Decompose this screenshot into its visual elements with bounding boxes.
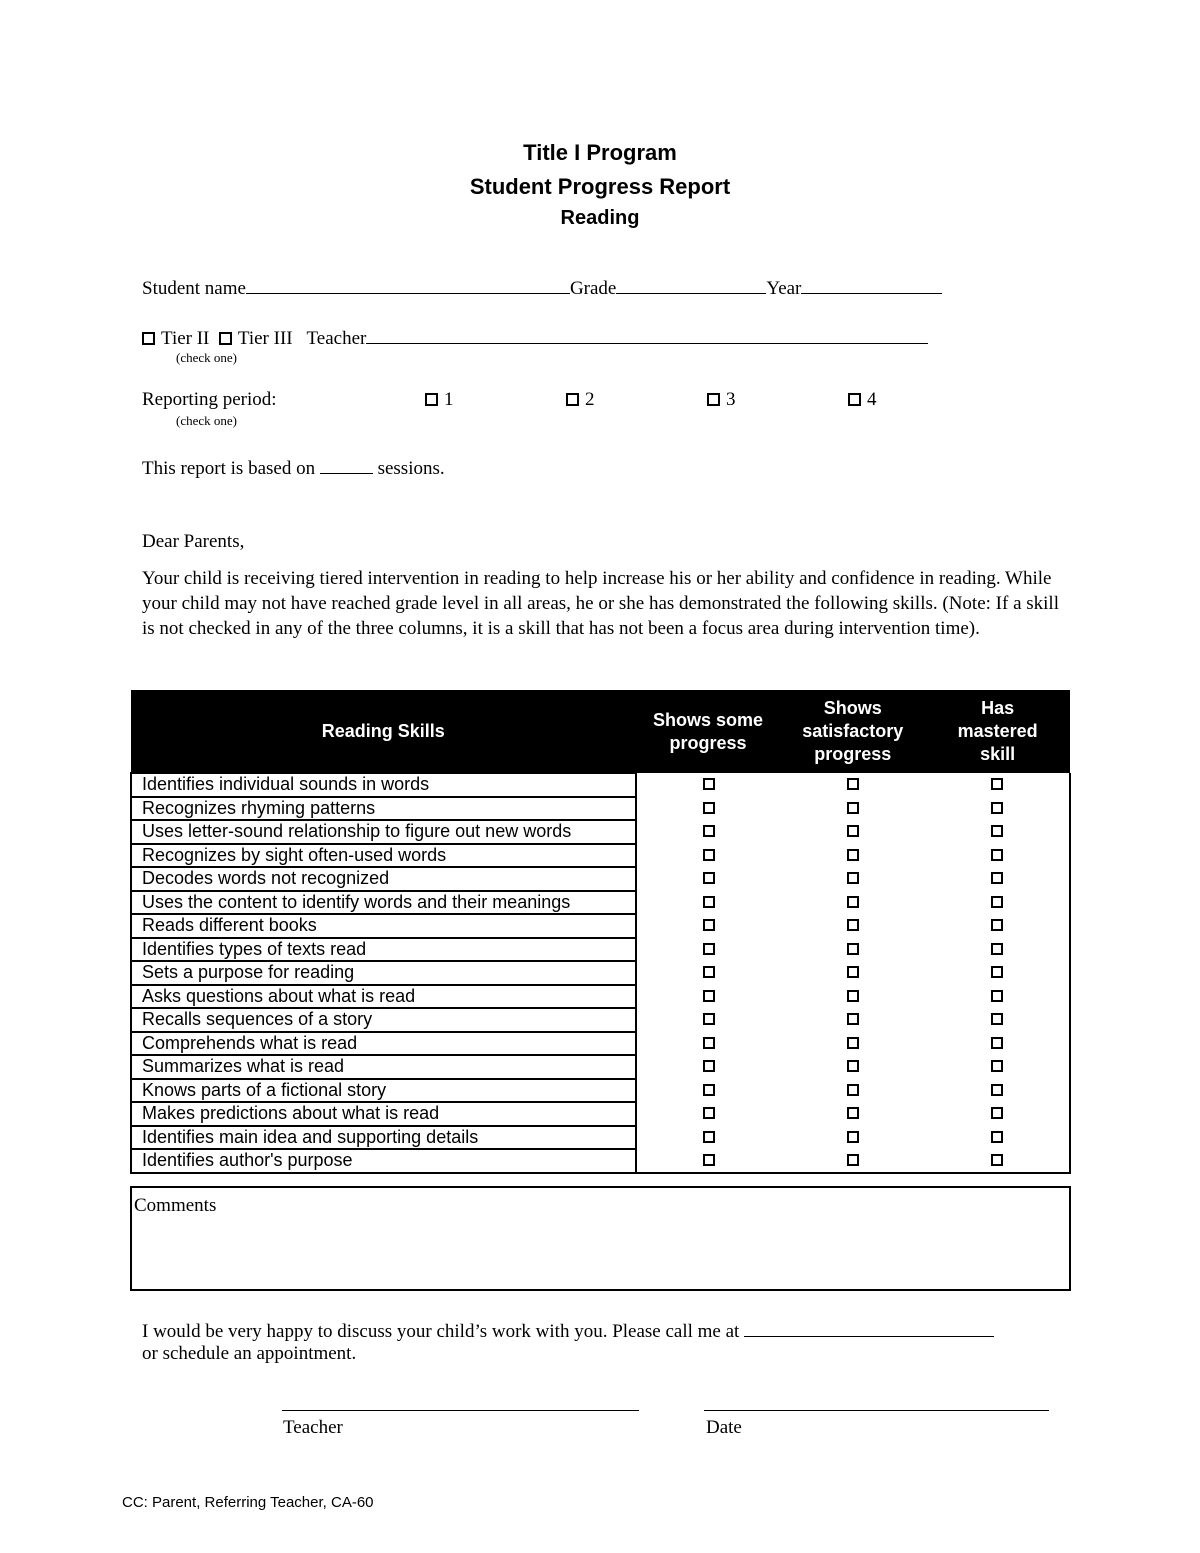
- some-progress-cell: [636, 1126, 781, 1150]
- some-progress-checkbox[interactable]: [703, 1154, 715, 1166]
- some-progress-cell: [636, 1149, 781, 1173]
- teacher-signature-line[interactable]: [282, 1410, 639, 1411]
- some-progress-cell: [636, 1055, 781, 1079]
- some-progress-cell: [636, 773, 781, 797]
- satisfactory-progress-checkbox[interactable]: [847, 1154, 859, 1166]
- teacher-signature-label: Teacher: [283, 1417, 343, 1438]
- comments-label: Comments: [134, 1195, 217, 1216]
- skill-name: Summarizes what is read: [131, 1055, 636, 1079]
- skill-name: Reads different books: [131, 914, 636, 938]
- satisfactory-progress-checkbox[interactable]: [847, 896, 859, 908]
- tier3-label: Tier III: [237, 328, 293, 349]
- table-row: [131, 1149, 1070, 1173]
- period-check-one-note: (check one): [176, 413, 237, 428]
- some-progress-checkbox[interactable]: [703, 825, 715, 837]
- teacher-label: Teacher: [306, 328, 367, 349]
- table-row: [131, 914, 1070, 938]
- mastered-cell: [925, 773, 1070, 797]
- skill-name: Uses letter-sound relationship to figure out new words: [131, 820, 636, 844]
- some-progress-checkbox[interactable]: [703, 1013, 715, 1025]
- mastered-cell: [925, 891, 1070, 915]
- table-row: [131, 797, 1070, 821]
- comments-box[interactable]: [130, 1186, 1071, 1291]
- table-row: [131, 961, 1070, 985]
- satisfactory-progress-cell: [780, 938, 925, 962]
- some-progress-cell: [636, 938, 781, 962]
- grade-label: Grade: [569, 278, 617, 299]
- skill-name: Identifies main idea and supporting details: [131, 1126, 636, 1150]
- satisfactory-progress-cell: [780, 867, 925, 891]
- satisfactory-progress-cell: [780, 844, 925, 868]
- satisfactory-progress-cell: [780, 797, 925, 821]
- tier-check-one-note: (check one): [176, 350, 237, 365]
- some-progress-checkbox[interactable]: [703, 872, 715, 884]
- mastered-checkbox[interactable]: [991, 919, 1003, 931]
- header-shows-some-progress: Shows some progress: [636, 690, 781, 773]
- table-row: [131, 867, 1070, 891]
- satisfactory-progress-cell: [780, 914, 925, 938]
- reading-skills-table: [130, 690, 1071, 1174]
- mastered-cell: [925, 844, 1070, 868]
- satisfactory-progress-cell: [780, 820, 925, 844]
- mastered-cell: [925, 1149, 1070, 1173]
- mastered-checkbox[interactable]: [991, 990, 1003, 1002]
- some-progress-checkbox[interactable]: [703, 990, 715, 1002]
- satisfactory-progress-cell: [780, 1102, 925, 1126]
- mastered-checkbox[interactable]: [991, 1154, 1003, 1166]
- some-progress-cell: [636, 1008, 781, 1032]
- skill-name: Sets a purpose for reading: [131, 961, 636, 985]
- some-progress-checkbox[interactable]: [703, 919, 715, 931]
- period-option-2[interactable]: 2: [566, 389, 595, 411]
- letter-body: Your child is receiving tiered intervention in reading to help increase his or her ability and confidence in reading. While your child may not have reached grade level in all areas, he or she has demonstrated the following skills. (Note: If a skill is not checked in any of the three columns, it is a skill that has not been a focus area during intervention time).: [142, 568, 1059, 639]
- table-row: [131, 773, 1070, 797]
- mastered-checkbox[interactable]: [991, 802, 1003, 814]
- satisfactory-progress-cell: [780, 1008, 925, 1032]
- table-header-row: [131, 690, 1070, 773]
- period-option-4[interactable]: 4: [848, 389, 877, 411]
- report-title: Student Progress Report: [469, 174, 731, 199]
- satisfactory-progress-checkbox[interactable]: [847, 1013, 859, 1025]
- mastered-checkbox[interactable]: [991, 1107, 1003, 1119]
- satisfactory-progress-checkbox[interactable]: [847, 919, 859, 931]
- table-row: [131, 1079, 1070, 1103]
- satisfactory-progress-checkbox[interactable]: [847, 778, 859, 790]
- mastered-cell: [925, 820, 1070, 844]
- header-mastered-skill: Has mastered skill: [925, 690, 1070, 773]
- mastered-cell: [925, 1032, 1070, 1056]
- mastered-cell: [925, 1126, 1070, 1150]
- subject-title: Reading: [560, 207, 640, 229]
- satisfactory-progress-checkbox[interactable]: [847, 872, 859, 884]
- satisfactory-progress-checkbox[interactable]: [847, 802, 859, 814]
- some-progress-cell: [636, 867, 781, 891]
- mastered-checkbox[interactable]: [991, 1013, 1003, 1025]
- period-4-checkbox[interactable]: [848, 393, 861, 406]
- some-progress-cell: [636, 985, 781, 1009]
- some-progress-checkbox[interactable]: [703, 966, 715, 978]
- mastered-cell: [925, 797, 1070, 821]
- some-progress-cell: [636, 961, 781, 985]
- period-option-1[interactable]: 1: [425, 389, 454, 411]
- satisfactory-progress-cell: [780, 1126, 925, 1150]
- some-progress-cell: [636, 1102, 781, 1126]
- phone-field[interactable]: [744, 1319, 994, 1337]
- sessions-suffix: sessions.: [377, 458, 445, 479]
- satisfactory-progress-checkbox[interactable]: [847, 1084, 859, 1096]
- satisfactory-progress-checkbox[interactable]: [847, 849, 859, 861]
- table-row: [131, 891, 1070, 915]
- table-row: [131, 938, 1070, 962]
- some-progress-cell: [636, 891, 781, 915]
- sessions-prefix: This report is based on: [142, 458, 316, 479]
- period-1-checkbox[interactable]: [425, 393, 438, 406]
- satisfactory-progress-cell: [780, 985, 925, 1009]
- satisfactory-progress-checkbox[interactable]: [847, 1037, 859, 1049]
- mastered-checkbox[interactable]: [991, 943, 1003, 955]
- student-name-label: Student name: [142, 278, 246, 299]
- satisfactory-progress-checkbox[interactable]: [847, 1060, 859, 1072]
- skill-name: Comprehends what is read: [131, 1032, 636, 1056]
- skill-name: Decodes words not recognized: [131, 867, 636, 891]
- table-row: [131, 1032, 1070, 1056]
- some-progress-checkbox[interactable]: [703, 849, 715, 861]
- year-field[interactable]: [801, 276, 942, 294]
- mastered-checkbox[interactable]: [991, 1060, 1003, 1072]
- skill-name: Asks questions about what is read: [131, 985, 636, 1009]
- closing-line-2: or schedule an appointment.: [142, 1343, 357, 1364]
- table-row: [131, 820, 1070, 844]
- satisfactory-progress-checkbox[interactable]: [847, 966, 859, 978]
- teacher-field[interactable]: [366, 326, 928, 344]
- table-row: [131, 1126, 1070, 1150]
- some-progress-checkbox[interactable]: [703, 802, 715, 814]
- table-row: [131, 1102, 1070, 1126]
- mastered-checkbox[interactable]: [991, 825, 1003, 837]
- header-reading-skills: Reading Skills: [131, 690, 636, 773]
- satisfactory-progress-checkbox[interactable]: [847, 943, 859, 955]
- skill-name: Identifies types of texts read: [131, 938, 636, 962]
- program-title: Title I Program: [523, 140, 677, 165]
- sessions-row: [142, 456, 445, 480]
- some-progress-cell: [636, 844, 781, 868]
- skill-name: Uses the content to identify words and their meanings: [131, 891, 636, 915]
- table-row: [131, 1055, 1070, 1079]
- header-satisfactory-progress: Shows satisfactory progress: [780, 690, 925, 773]
- skill-name: Makes predictions about what is read: [131, 1102, 636, 1126]
- skill-name: Recognizes rhyming patterns: [131, 797, 636, 821]
- table-row: [131, 985, 1070, 1009]
- mastered-checkbox[interactable]: [991, 1084, 1003, 1096]
- satisfactory-progress-cell: [780, 773, 925, 797]
- mastered-cell: [925, 1102, 1070, 1126]
- tier2-label: Tier II: [161, 328, 210, 349]
- mastered-cell: [925, 938, 1070, 962]
- mastered-checkbox[interactable]: [991, 1131, 1003, 1143]
- student-name-field[interactable]: [246, 276, 570, 294]
- some-progress-checkbox[interactable]: [703, 1084, 715, 1096]
- satisfactory-progress-checkbox[interactable]: [847, 1107, 859, 1119]
- cc-footer: CC: Parent, Referring Teacher, CA-60: [122, 1494, 374, 1511]
- some-progress-checkbox[interactable]: [703, 896, 715, 908]
- period-3-checkbox[interactable]: [707, 393, 720, 406]
- mastered-cell: [925, 961, 1070, 985]
- satisfactory-progress-cell: [780, 961, 925, 985]
- satisfactory-progress-cell: [780, 1149, 925, 1173]
- closing-line-1: I would be very happy to discuss your child’s work with you. Please call me at: [142, 1319, 994, 1343]
- table-row: [131, 844, 1070, 868]
- skill-name: Recognizes by sight often-used words: [131, 844, 636, 868]
- satisfactory-progress-cell: [780, 1079, 925, 1103]
- date-signature-line[interactable]: [704, 1410, 1049, 1411]
- mastered-checkbox[interactable]: [991, 966, 1003, 978]
- date-signature-label: Date: [706, 1417, 742, 1438]
- period-2-checkbox[interactable]: [566, 393, 579, 406]
- satisfactory-progress-cell: [780, 891, 925, 915]
- mastered-checkbox[interactable]: [991, 872, 1003, 884]
- mastered-cell: [925, 985, 1070, 1009]
- some-progress-cell: [636, 1079, 781, 1103]
- some-progress-cell: [636, 914, 781, 938]
- period-option-3[interactable]: 3: [707, 389, 736, 411]
- some-progress-checkbox[interactable]: [703, 1131, 715, 1143]
- tier-row: [142, 326, 928, 350]
- skill-name: Recalls sequences of a story: [131, 1008, 636, 1032]
- salutation: Dear Parents,: [142, 531, 245, 552]
- tier2-checkbox[interactable]: [142, 332, 155, 345]
- some-progress-checkbox[interactable]: [703, 1060, 715, 1072]
- year-label: Year: [766, 278, 802, 299]
- mastered-cell: [925, 1079, 1070, 1103]
- some-progress-cell: [636, 797, 781, 821]
- satisfactory-progress-cell: [780, 1032, 925, 1056]
- satisfactory-progress-cell: [780, 1055, 925, 1079]
- satisfactory-progress-checkbox[interactable]: [847, 990, 859, 1002]
- some-progress-checkbox[interactable]: [703, 778, 715, 790]
- mastered-checkbox[interactable]: [991, 896, 1003, 908]
- grade-field[interactable]: [616, 276, 766, 294]
- skill-name: Knows parts of a fictional story: [131, 1079, 636, 1103]
- table-row: [131, 1008, 1070, 1032]
- mastered-cell: [925, 1008, 1070, 1032]
- mastered-checkbox[interactable]: [991, 1037, 1003, 1049]
- some-progress-checkbox[interactable]: [703, 1037, 715, 1049]
- student-info-row: [142, 276, 942, 300]
- tier3-checkbox[interactable]: [219, 332, 232, 345]
- reporting-period-label: Reporting period:: [142, 389, 277, 410]
- mastered-cell: [925, 867, 1070, 891]
- mastered-checkbox[interactable]: [991, 849, 1003, 861]
- some-progress-checkbox[interactable]: [703, 943, 715, 955]
- some-progress-cell: [636, 820, 781, 844]
- some-progress-cell: [636, 1032, 781, 1056]
- skill-name: Identifies individual sounds in words: [131, 773, 636, 797]
- satisfactory-progress-checkbox[interactable]: [847, 1131, 859, 1143]
- skill-name: Identifies author's purpose: [131, 1149, 636, 1173]
- mastered-cell: [925, 1055, 1070, 1079]
- some-progress-checkbox[interactable]: [703, 1107, 715, 1119]
- mastered-cell: [925, 914, 1070, 938]
- mastered-checkbox[interactable]: [991, 778, 1003, 790]
- satisfactory-progress-checkbox[interactable]: [847, 825, 859, 837]
- sessions-field[interactable]: [320, 456, 373, 474]
